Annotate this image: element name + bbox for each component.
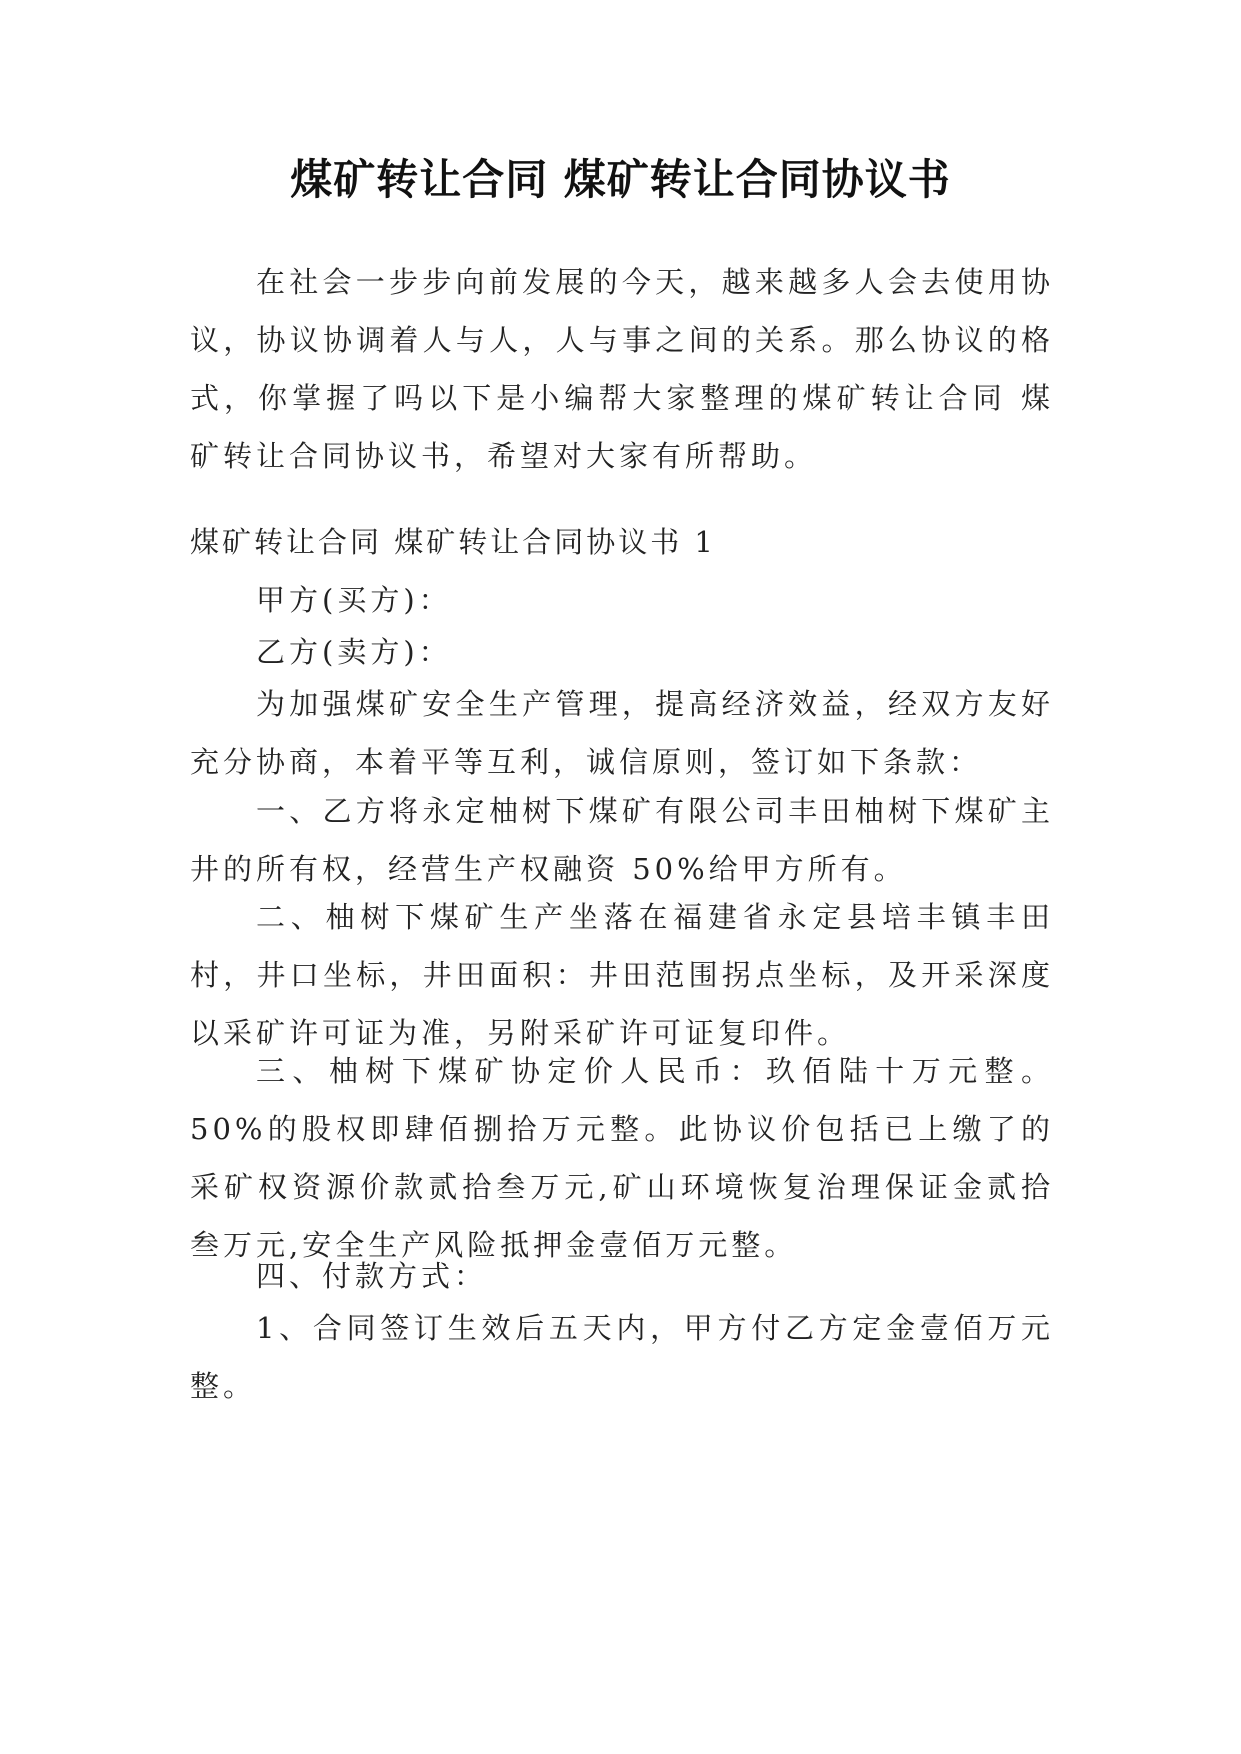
party-a-line: 甲方(买方)： [256, 583, 452, 617]
intro-paragraph: 在社会一步步向前发展的今天，越来越多人会去使用协议，协议协调着人与人，人与事之间的关系。那么协议的格式，你掌握了吗以下是小编帮大家整理的煤矿转让合同 煤矿转让合同协议书，希望对大家有所帮助。 [190, 265, 1054, 473]
document-title: 煤矿转让合同 煤矿转让合同协议书 [290, 155, 951, 204]
section-heading: 煤矿转让合同 煤矿转让合同协议书 1 [190, 525, 716, 559]
clause-1-paragraph: 一、乙方将永定柚树下煤矿有限公司丰田柚树下煤矿主井的所有权，经营生产权融资 50%给甲方所有。 [190, 794, 1054, 886]
preamble-paragraph: 为加强煤矿安全生产管理，提高经济效益，经双方友好充分协商，本着平等互利，诚信原则，签订如下条款： [190, 687, 1054, 779]
party-b-line: 乙方(卖方)： [256, 635, 452, 669]
clause-4-heading: 四、付款方式： [256, 1259, 488, 1293]
payment-item-1-paragraph: 1、合同签订生效后五天内，甲方付乙方定金壹佰万元整。 [190, 1311, 1054, 1403]
clause-3-paragraph: 三、柚树下煤矿协定价人民币：玖佰陆十万元整。50%的股权即肆佰捌拾万元整。此协议价包括已上缴了的采矿权资源价款贰拾叁万元,矿山环境恢复治理保证金贰拾叁万元,安全生产风险抵押金壹佰万元整。 [190, 1054, 1054, 1262]
clause-2-paragraph: 二、柚树下煤矿生产坐落在福建省永定县培丰镇丰田村，井口坐标，井田面积：井田范围拐点坐标，及开采深度以采矿许可证为准，另附采矿许可证复印件。 [190, 900, 1054, 1050]
